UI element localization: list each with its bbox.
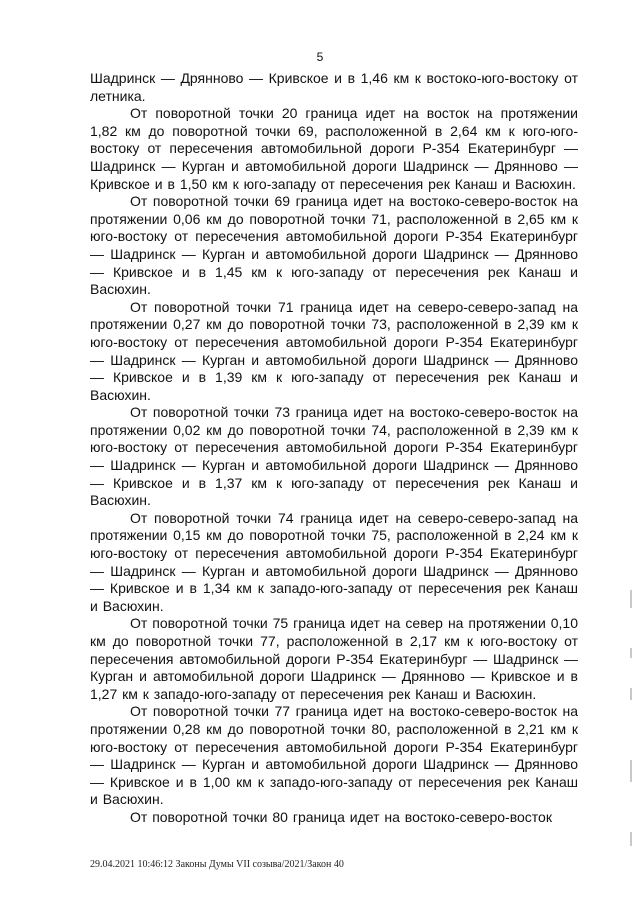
paragraph-continuation: Шадринск — Дрянново — Кривское и в 1,46 км к востоко-юго-востоку от летника. — [90, 70, 578, 104]
paragraph-point-20: От поворотной точки 20 граница идет на восток на протяжении 1,82 км до поворотной точки 69, расположенной в 2,64 км к юго-юго-востоку от пересечения автомобильной дороги Р-354 Екатеринбург — Шадринск — Курган и автомобильной дороги Шадринск — Дрянново — Кривское и в 1,50 км к юго-западу от пересечения рек Канаш и Васюхин. — [90, 105, 578, 192]
paragraph-point-69: От поворотной точки 69 граница идет на востоко-северо-восток на протяжении 0,06 км до поворотной точки 71, расположенной в 2,65 км к юго-востоку от пересечения автомобильной дороги Р-354 Екатеринбург — Шадринск — Курган и автомобильной дороги Шадринск — Дрянново — Кривское и в 1,45 км к юго-западу от пересечения рек Канаш и Васюхин. — [90, 193, 578, 298]
page-number: 5 — [316, 50, 324, 64]
document-footer: 29.04.2021 10:46:12 Законы Думы VII созыва/2021/Закон 40 — [90, 859, 344, 870]
paragraph-point-75: От поворотной точки 75 граница идет на север на протяжении 0,10 км до поворотной точки 77, расположенной в 2,17 км к юго-востоку от пересечения автомобильной дороги Р-354 Екатеринбург — Шадринск — Курган и автомобильной дороги Шадринск — Дрянново — Кривское и в 1,27 км к западо-юго-западу от пересечения рек Канаш и Васюхин. — [90, 615, 578, 702]
paragraph-point-77: От поворотной точки 77 граница идет на востоко-северо-восток на протяжении 0,28 км до поворотной точки 80, расположенной в 2,21 км к юго-востоку от пересечения автомобильной дороги Р-354 Екатеринбург — Шадринск — Курган и автомобильной дороги Шадринск — Дрянново — Кривское и в 1,00 км к западо-юго-западу от пересечения рек Канаш и Васюхин. — [90, 703, 578, 808]
paragraph-point-73: От поворотной точки 73 граница идет на востоко-северо-восток на протяжении 0,02 км до поворотной точки 74, расположенной в 2,39 км к юго-востоку от пересечения автомобильной дороги Р-354 Екатеринбург — Шадринск — Курган и автомобильной дороги Шадринск — Дрянново — Кривское и в 1,37 км к юго-западу от пересечения рек Канаш и Васюхин. — [90, 404, 578, 509]
paragraph-point-71: От поворотной точки 71 граница идет на северо-северо-запад на протяжении 0,27 км до поворотной точки 73, расположенной в 2,39 км к юго-востоку от пересечения автомобильной дороги Р-354 Екатеринбург — Шадринск — Курган и автомобильной дороги Шадринск — Дрянново — Кривское и в 1,39 км к юго-западу от пересечения рек Канаш и Васюхин. — [90, 298, 578, 403]
margin-stamp-mark — [628, 590, 634, 880]
paragraph-point-74: От поворотной точки 74 граница идет на северо-северо-запад на протяжении 0,15 км до поворотной точки 75, расположенной в 2,24 км к юго-востоку от пересечения автомобильной дороги Р-354 Екатеринбург — Шадринск — Курган и автомобильной дороги Шадринск — Дрянново — Кривское и в 1,34 км к западо-юго-западу от пересечения рек Канаш и Васюхин. — [90, 509, 578, 614]
document-body — [90, 70, 578, 827]
paragraph-point-80: От поворотной точки 80 граница идет на востоко-северо-восток — [130, 808, 552, 825]
